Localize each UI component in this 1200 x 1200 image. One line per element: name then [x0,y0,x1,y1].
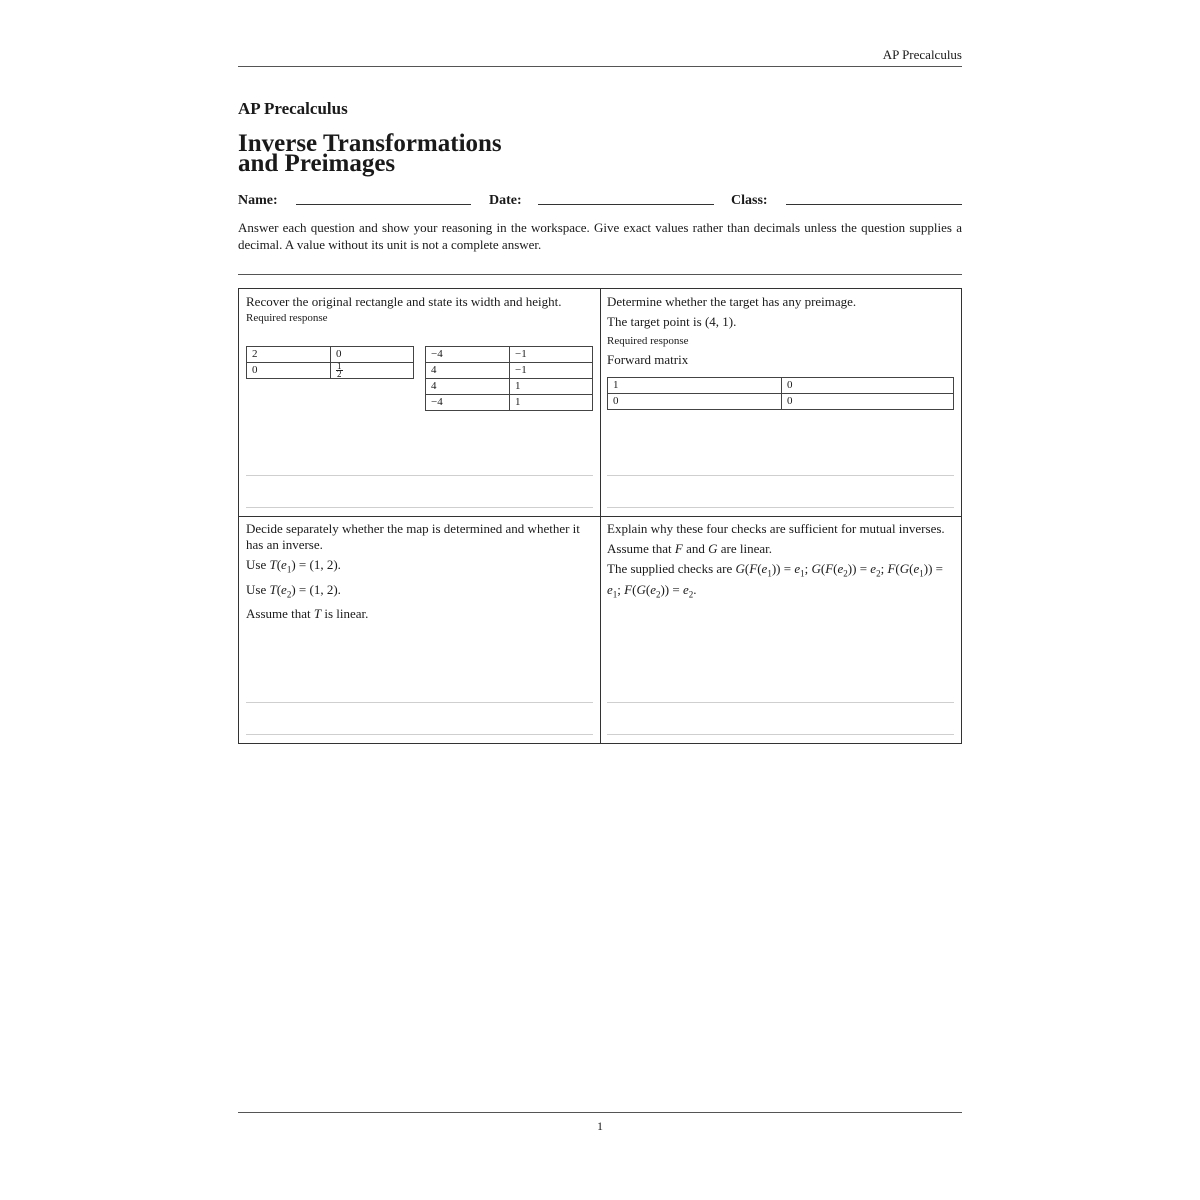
class-field[interactable] [786,204,962,205]
q2-matrix-label: Forward matrix [607,352,689,367]
matrix-b-cell: 4 [426,363,510,379]
answer-line[interactable] [246,507,593,508]
answer-line[interactable] [607,475,954,476]
answer-line[interactable] [246,475,593,476]
q3-given-2: Use $T(e_2) = (1$, 2). [246,581,341,600]
date-label: Date: [489,193,522,208]
page-title [238,130,502,177]
fraction-numerator: 1 [337,361,342,371]
name-label: Name: [238,193,278,208]
q1-prompt: Recover the original rectangle and state its width and height. [246,294,562,309]
question-1 [239,289,600,516]
matrix-a-cell: 0 [331,347,414,363]
instructions: Answer each question and show your reasoning in the workspace. Give exact values rather than decimals unless the question supplies a decimal. A value without its unit is not a complete answer. [238,220,962,252]
q2-forward-matrix [607,377,954,410]
running-head: AP Precalculus [238,47,962,67]
divider-rule [238,274,962,275]
title-line-2: and Preimages [238,150,396,177]
q2-required: Required response [607,335,689,347]
footer-rule [238,1112,962,1113]
q4-prompt: Explain why these four checks are sufficient for mutual inverses. [607,521,945,536]
q1-required: Required response [246,312,328,324]
matrix-b-cell: −1 [510,363,593,379]
matrix-b-cell: 1 [510,395,593,411]
question-4 [600,516,961,743]
worksheet-page [238,0,962,1200]
student-fields [238,193,962,213]
q1-matrix-b [425,346,593,411]
forward-matrix-cell: 0 [782,378,954,394]
question-2 [600,289,961,516]
answer-line[interactable] [246,734,593,735]
q4-assume: Assume that F and G are linear. [607,541,773,556]
name-field[interactable] [296,204,471,205]
answer-line[interactable] [607,702,954,703]
question-grid [238,288,962,744]
q3-prompt: Decide separately whether the map is determined and whether it has an inverse. [246,521,580,552]
matrix-b-cell: 1 [510,379,593,395]
answer-line[interactable] [607,507,954,508]
page-number: 1 [597,1119,603,1133]
forward-matrix-cell: 0 [608,394,782,410]
matrix-b-cell: −1 [510,347,593,363]
forward-matrix-cell: 0 [782,394,954,410]
q4-checks: The supplied checks are $G(F(e_1)) = e_1$; $G(F(e_2)) = e_2$; $F(G(e_1)) = e_1$; $F(G(e_2)) = e_2$. [607,561,944,600]
matrix-a-cell: 2 [247,347,331,363]
course-heading: AP Precalculus [238,99,348,118]
q1-matrix-a [246,346,414,379]
matrix-a-cell: 0 [247,363,331,379]
answer-line[interactable] [607,734,954,735]
title-line-1: Inverse Transformations [238,130,502,157]
answer-line[interactable] [246,702,593,703]
q2-target: The target point is (4, 1). [607,314,737,329]
date-field[interactable] [538,204,714,205]
matrix-b-cell: −4 [426,347,510,363]
q2-prompt: Determine whether the target has any preimage. [607,294,857,309]
question-3 [239,516,600,743]
matrix-b-cell: −4 [426,395,510,411]
matrix-b-cell: 4 [426,379,510,395]
matrix-a-cell-fraction [331,363,414,379]
q3-assume: Assume that T is linear. [246,606,369,622]
q3-given-1: Use $T(e_1) = (1$, 2). [246,557,341,575]
fraction-denominator: 2 [337,369,342,379]
forward-matrix-cell: 1 [608,378,782,394]
class-label: Class: [731,193,768,208]
fraction-one-half [336,363,343,378]
